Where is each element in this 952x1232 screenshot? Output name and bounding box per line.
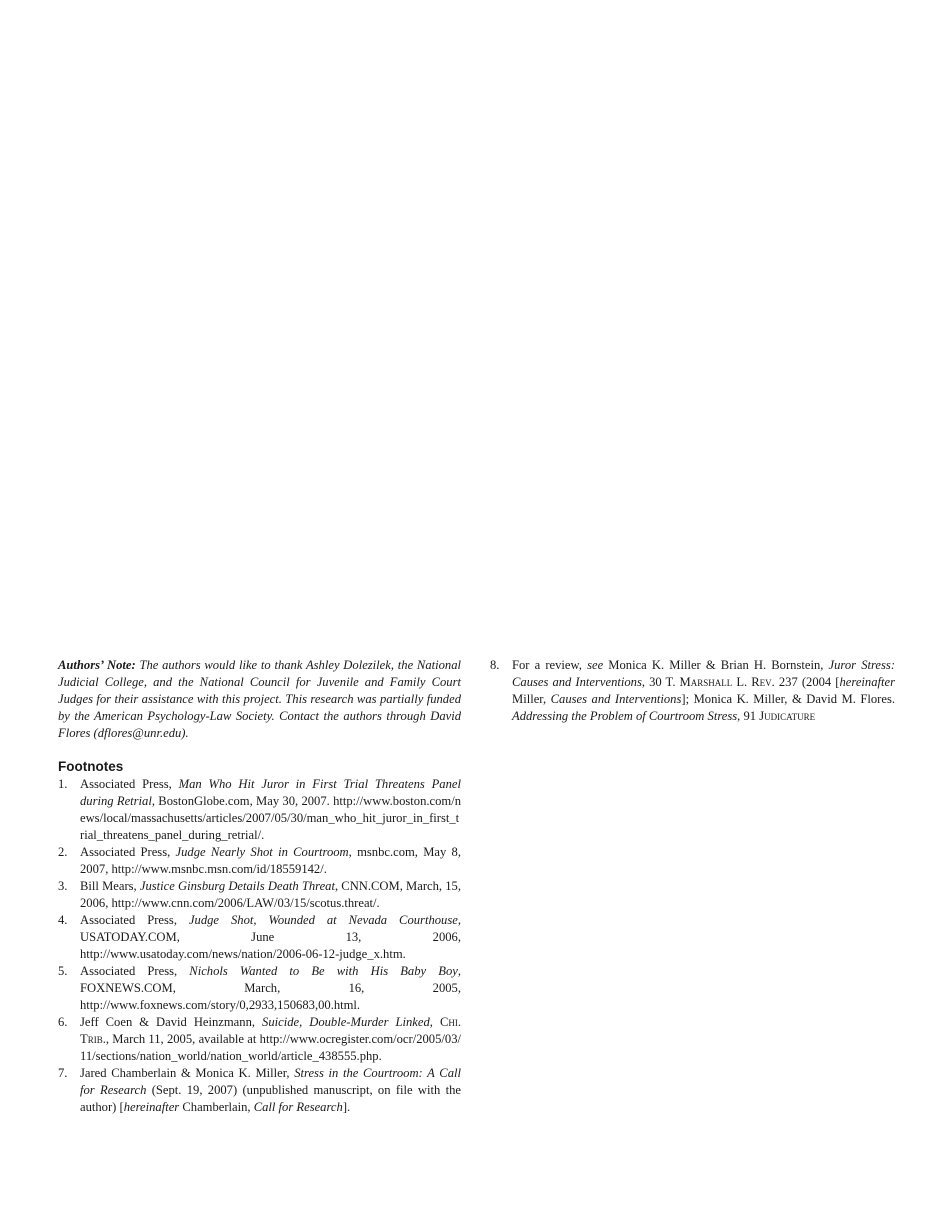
footnote-text: Jared Chamberlain & Monica K. Miller,: [80, 1066, 295, 1080]
footnote-text: , 91: [737, 709, 760, 723]
footnotes-heading: Footnotes: [58, 759, 124, 774]
footnote-text: Miller,: [512, 692, 551, 706]
footnote-7: [58, 1065, 461, 1116]
footnote-journal: Chi. Trib.: [80, 1015, 461, 1046]
footnote-number: 5.: [58, 964, 68, 978]
footnote-3: [58, 878, 461, 912]
footnotes-list: [58, 776, 461, 1116]
authors-note: [58, 657, 461, 742]
footnotes-list-continued: [490, 657, 895, 725]
footnote-number: 8.: [490, 658, 500, 672]
footnote-text: ]; Monica K. Miller, & David M. Flores.: [681, 692, 896, 706]
footnote-title: Suicide, Double-Murder Linked: [262, 1015, 430, 1029]
footnote-text: Bill Mears,: [80, 879, 140, 893]
footnote-2: [58, 844, 461, 878]
footnote-4: [58, 912, 461, 963]
footnote-1: [58, 776, 461, 844]
footnote-8: [490, 657, 895, 725]
footnote-title: Justice Ginsburg Details Death Threat: [139, 879, 335, 893]
footnote-title: Man Who Hit Juror in First Trial Threatens Panel during Retrial: [80, 777, 461, 808]
footnote-signal: see: [587, 658, 604, 672]
footnote-text: ,: [429, 1015, 440, 1029]
footnote-text: , March 11, 2005, available at http://www.ocregister.com/ocr/2005/03/11/sections/nation_world/nation_world/article_438555.php.: [80, 1032, 461, 1063]
authors-note-lead: Authors’ Note:: [58, 658, 136, 672]
footnote-text: 237 (2004 [: [774, 675, 840, 689]
footnote-6: [58, 1014, 461, 1065]
authors-note-text: The authors would like to thank Ashley Dolezilek, the National Judicial College, and the National Council for Juvenile and Family Court Judges for their assistance with this project. This research was partially funded by the American Psychology-Law Society. Contact the authors through David Flores (dflores@unr.edu).: [58, 658, 462, 740]
footnote-title: Juror Stress: Causes and Interventions: [512, 658, 896, 689]
footnote-text: Associated Press,: [80, 777, 179, 791]
footnote-number: 7.: [58, 1066, 68, 1080]
footnote-title: Stress in the Courtroom: A Call for Research: [80, 1066, 461, 1097]
footnote-title: Addressing the Problem of Courtroom Stress: [512, 709, 738, 723]
footnote-short-title: Call for Research: [253, 1100, 343, 1114]
footnote-title: Judge Nearly Shot in Courtroom: [175, 845, 349, 859]
footnote-number: 6.: [58, 1015, 68, 1029]
footnote-text: ].: [342, 1100, 351, 1114]
footnote-text: (Sept. 19, 2007) (unpublished manuscript, on file with the author) [: [80, 1083, 461, 1114]
footnote-text: Monica K. Miller & Brian H. Bornstein,: [603, 658, 829, 672]
footnote-text: Associated Press,: [80, 845, 176, 859]
footnote-signal: hereinafter: [839, 675, 895, 689]
footnote-text: , 30 T.: [641, 675, 680, 689]
footnote-journal: Judicature: [759, 709, 816, 723]
footnote-journal: Marshall L. Rev.: [679, 675, 775, 689]
footnote-number: 3.: [58, 879, 68, 893]
footnote-text: , USATODAY.COM, June 13, 2006, http://www.usatoday.com/news/nation/2006-06-12-judge_x.htm.: [80, 913, 461, 961]
footnote-5: [58, 963, 461, 1014]
footnote-text: , FOXNEWS.COM, March, 16, 2005, http://www.foxnews.com/story/0,2933,150683,00.html.: [80, 964, 461, 1012]
footnote-number: 4.: [58, 913, 68, 927]
footnote-text: For a review,: [512, 658, 588, 672]
left-column: [58, 657, 461, 1116]
footnote-text: Associated Press,: [80, 913, 189, 927]
footnote-text: Associated Press,: [80, 964, 190, 978]
footnote-text: , BostonGlobe.com, May 30, 2007. http://www.boston.com/news/local/massachusetts/articles/2007/05/30/man_who_hit_juror_in_first_trial_threatens_panel_during_retrial/.: [80, 794, 461, 842]
footnote-text: Chamberlain,: [179, 1100, 254, 1114]
footnote-title: Nichols Wanted to Be with His Baby Boy: [189, 964, 458, 978]
footnote-number: 2.: [58, 845, 68, 859]
footnote-text: , msnbc.com, May 8, 2007, http://www.msnbc.msn.com/id/18559142/.: [80, 845, 461, 876]
footnote-number: 1.: [58, 777, 68, 791]
footnote-short-title: Causes and Interventions: [550, 692, 682, 706]
footnote-signal: hereinafter: [123, 1100, 180, 1114]
footnote-title: Judge Shot, Wounded at Nevada Courthouse: [188, 913, 458, 927]
footnote-text: , CNN.COM, March, 15, 2006, http://www.cnn.com/2006/LAW/03/15/scotus.threat/.: [80, 879, 461, 910]
right-column: [490, 657, 895, 725]
footnote-text: Jeff Coen & David Heinzmann,: [80, 1015, 263, 1029]
